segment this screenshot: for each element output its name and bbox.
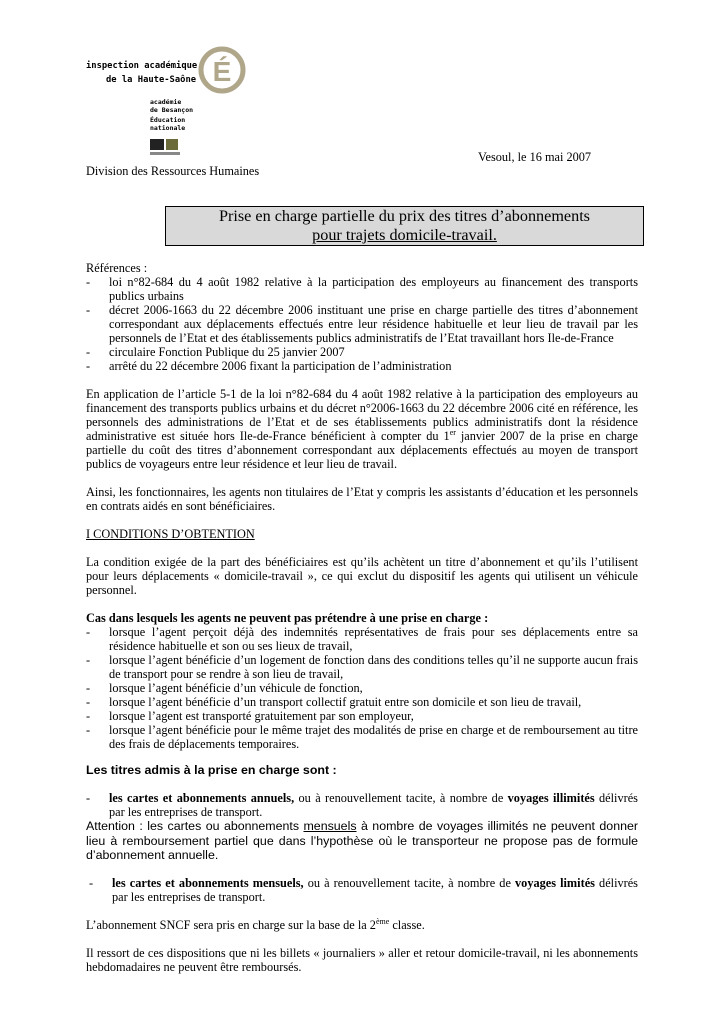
paragraph-sncf bbox=[86, 918, 638, 932]
text: ou à renouvellement tacite, à nombre de bbox=[294, 791, 508, 806]
text: janvier 2007 de la prise en charge partielle du coût des titres d’abonnement correspondant aux déplacements effectués au moyen de transport publics de voyageurs entre leur résidence et leur lieu de travail. bbox=[86, 429, 638, 471]
list-item bbox=[86, 709, 638, 723]
superscript: ème bbox=[375, 917, 390, 927]
text: L’abonnement SNCF sera pris en charge sur la base de la 2 bbox=[86, 918, 376, 933]
bold-text: voyages limités bbox=[515, 876, 595, 891]
section-heading: I CONDITIONS D’OBTENTION bbox=[86, 527, 255, 541]
bold-text: voyages illimités bbox=[507, 791, 595, 806]
paragraph-condition: La condition exigée de la part des bénéficiaires est qu’ils achètent un titre d’abonnement et qu’ils l’utilisent pour leurs déplacements « domicile-travail », ce qui exclut du dispositif les agents qui utilisent un véhicule personnel. bbox=[86, 555, 638, 597]
bold-text: les cartes et abonnements mensuels, bbox=[112, 876, 304, 891]
references bbox=[86, 261, 638, 373]
reference-text: loi n°82-684 du 4 août 1982 relative à la participation des employeurs au financement des transports publics urbains bbox=[109, 275, 638, 303]
item-text: lorsque l’agent bénéficie d’un transport collectif gratuit entre son domicile et son lieu de travail, bbox=[109, 695, 582, 709]
text: classe. bbox=[389, 918, 425, 933]
bullet: - bbox=[86, 681, 91, 695]
item-text bbox=[109, 791, 638, 819]
list-item bbox=[86, 695, 638, 709]
svg-text:inspection académique: inspection académique bbox=[86, 61, 198, 71]
reference-text: arrêté du 22 décembre 2006 fixant la participation de l’administration bbox=[109, 359, 452, 373]
bullet: - bbox=[86, 791, 91, 806]
attention-note bbox=[86, 819, 638, 862]
date: Vesoul, le 16 mai 2007 bbox=[478, 150, 592, 164]
references-label: Références : bbox=[86, 261, 148, 275]
bullet: - bbox=[86, 695, 91, 709]
list-item bbox=[86, 791, 638, 819]
list-item bbox=[86, 723, 638, 751]
bullet: - bbox=[86, 359, 91, 373]
item-text: lorsque l’agent bénéficie pour le même trajet des modalités de prise en charge et de remboursement au titre des frais de déplacements temporaires. bbox=[109, 723, 638, 751]
bullet: - bbox=[86, 275, 91, 289]
text: Attention : les cartes ou abonnements bbox=[86, 819, 304, 834]
text: En application de l’article 5-1 de la loi n°82-684 du 4 août 1982 relative à la participation des employeurs au financement des transports publics urbains et du décret n°2006-1663 du 22 décembre 2006 cité en référence, les personnels des administrations de l’Etat et de ses établissements publics administratifs dont la résidence administrative est située hors Ile-de-France bénéficient à compter du 1 bbox=[86, 387, 638, 443]
division-label: Division des Ressources Humaines bbox=[86, 164, 260, 178]
list-item bbox=[86, 303, 638, 345]
bullet: - bbox=[86, 653, 91, 667]
paragraph-application bbox=[86, 387, 638, 471]
item-text: lorsque l’agent est transporté gratuitement par son employeur, bbox=[109, 709, 414, 723]
titres-heading: Les titres admis à la prise en charge sont : bbox=[86, 763, 337, 777]
underlined-text: mensuels bbox=[303, 819, 357, 834]
bullet: - bbox=[89, 876, 94, 891]
title-line-2: pour trajets domicile-travail. bbox=[312, 226, 497, 244]
bullet: - bbox=[86, 303, 91, 317]
paragraph-beneficiaires: Ainsi, les fonctionnaires, les agents non titulaires de l’Etat y compris les assistants d’éducation et les personnels en contrats aidés en sont bénéficiaires. bbox=[86, 485, 638, 513]
exclusions-heading: Cas dans lesquels les agents ne peuvent pas prétendre à une prise en charge : bbox=[86, 611, 489, 625]
svg-text:de la Haute-Saône: de la Haute-Saône bbox=[106, 75, 197, 85]
list-item bbox=[86, 653, 638, 681]
text: délivrés par les entreprises de transport. bbox=[109, 791, 638, 820]
item-text bbox=[112, 876, 638, 904]
svg-text:académie: académie bbox=[150, 98, 182, 106]
bullet: - bbox=[86, 625, 91, 639]
list-item bbox=[86, 681, 638, 695]
list-item bbox=[86, 345, 638, 359]
item-text: lorsque l’agent bénéficie d’un logement de fonction dans des conditions telles qu’il ne supporte aucun frais de transport pour se rendre à son lieu de travail, bbox=[109, 653, 638, 681]
text: à nombre de voyages illimités ne peuvent donner lieu à remboursement partiel que dans l’hypothèse où le transporteur ne propose pas de formule d’abonnement annuelle. bbox=[86, 819, 638, 862]
superscript: er bbox=[449, 427, 456, 437]
bullet: - bbox=[86, 345, 91, 359]
svg-text:de Besançon: de Besançon bbox=[150, 106, 194, 114]
paragraph-exclusions-billets: Il ressort de ces dispositions que ni les billets « journaliers » aller et retour domicile-travail, ni les abonnements hebdomadaires ne peuvent être remboursés. bbox=[86, 946, 638, 975]
reference-text: décret 2006-1663 du 22 décembre 2006 instituant une prise en charge partielle des titres d’abonnement correspondant aux déplacements effectués entre leur résidence habituelle et leur lieu de travail par les personnels de l’Etat et des établissements publics administratifs de l’Etat travaillant hors Ile-de-France bbox=[109, 303, 638, 345]
svg-text:É: É bbox=[212, 56, 232, 87]
title-line-1: Prise en charge partielle du prix des titres d’abonnements bbox=[218, 207, 590, 225]
bold-text: les cartes et abonnements annuels, bbox=[109, 791, 295, 806]
text: ou à renouvellement tacite, à nombre de bbox=[303, 876, 516, 891]
bullet: - bbox=[86, 723, 91, 737]
reference-text: circulaire Fonction Publique du 25 janvier 2007 bbox=[109, 345, 345, 359]
item-text: lorsque l’agent bénéficie d’un véhicule de fonction, bbox=[109, 681, 363, 695]
list-item bbox=[86, 359, 638, 373]
text: délivrés par les entreprises de transport. bbox=[112, 876, 638, 905]
exclusions bbox=[86, 611, 638, 751]
list-item bbox=[86, 275, 638, 303]
svg-text:Éducation: Éducation bbox=[150, 116, 186, 124]
item-text: lorsque l’agent perçoit déjà des indemnités représentatives de frais pour ses déplacements entre sa résidence habituelle et son ou ses lieux de travail, bbox=[109, 625, 638, 653]
list-item bbox=[86, 625, 638, 653]
bullet: - bbox=[86, 709, 91, 723]
svg-text:nationale: nationale bbox=[150, 124, 186, 132]
list-item bbox=[86, 876, 638, 904]
